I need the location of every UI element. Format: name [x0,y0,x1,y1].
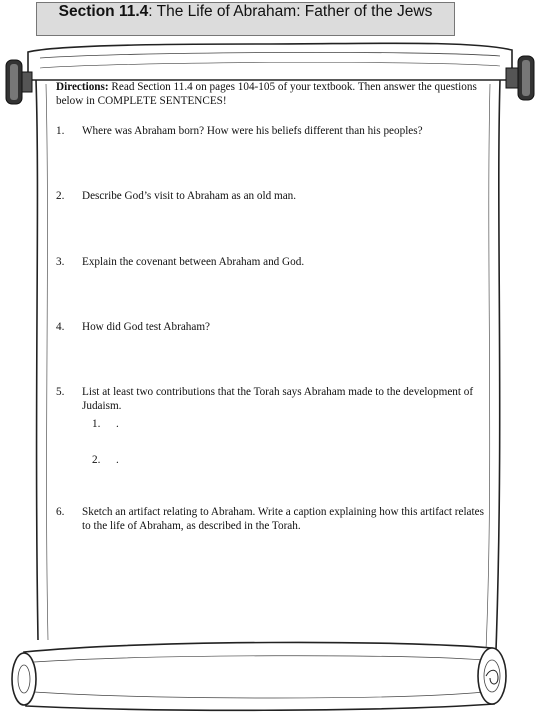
question-text: Describe God’s visit to Abraham as an old man. [82,190,297,202]
worksheet-content [56,80,486,532]
sub-item-1 [92,417,119,431]
sub-item-text: . [116,418,119,430]
title-text: : The Life of Abraham: Father of the Jews [148,3,433,20]
question-number: 5. [56,386,65,398]
question-text: Where was Abraham born? How were his beliefs different than his peoples? [82,125,423,137]
question-text: Sketch an artifact relating to Abraham. Write a caption explaining how this artifact relates to the life of Abraham, as described in the Torah. [82,506,484,532]
question-number: 1. [56,125,65,137]
sub-item-number: 2. [92,454,101,466]
question-number: 2. [56,190,65,202]
directions [56,80,486,108]
directions-text: Read Section 11.4 on pages 104-105 of your textbook. Then answer the questions below in COMPLETE SENTENCES! [56,81,477,107]
question-number: 6. [56,506,65,518]
directions-label: Directions: [56,81,109,93]
sub-item-number: 1. [92,418,101,430]
sub-item-2 [92,453,119,467]
question-text: Explain the covenant between Abraham and God. [82,256,305,268]
sub-item-text: . [116,454,119,466]
question-text: List at least two contributions that the Torah says Abraham made to the development of Judaism. [82,386,474,412]
section-number: Section 11.4 [58,3,149,20]
question-text: How did God test Abraham? [82,321,211,333]
question-number: 4. [56,321,65,333]
page-title [36,2,455,36]
question-number: 3. [56,256,65,268]
